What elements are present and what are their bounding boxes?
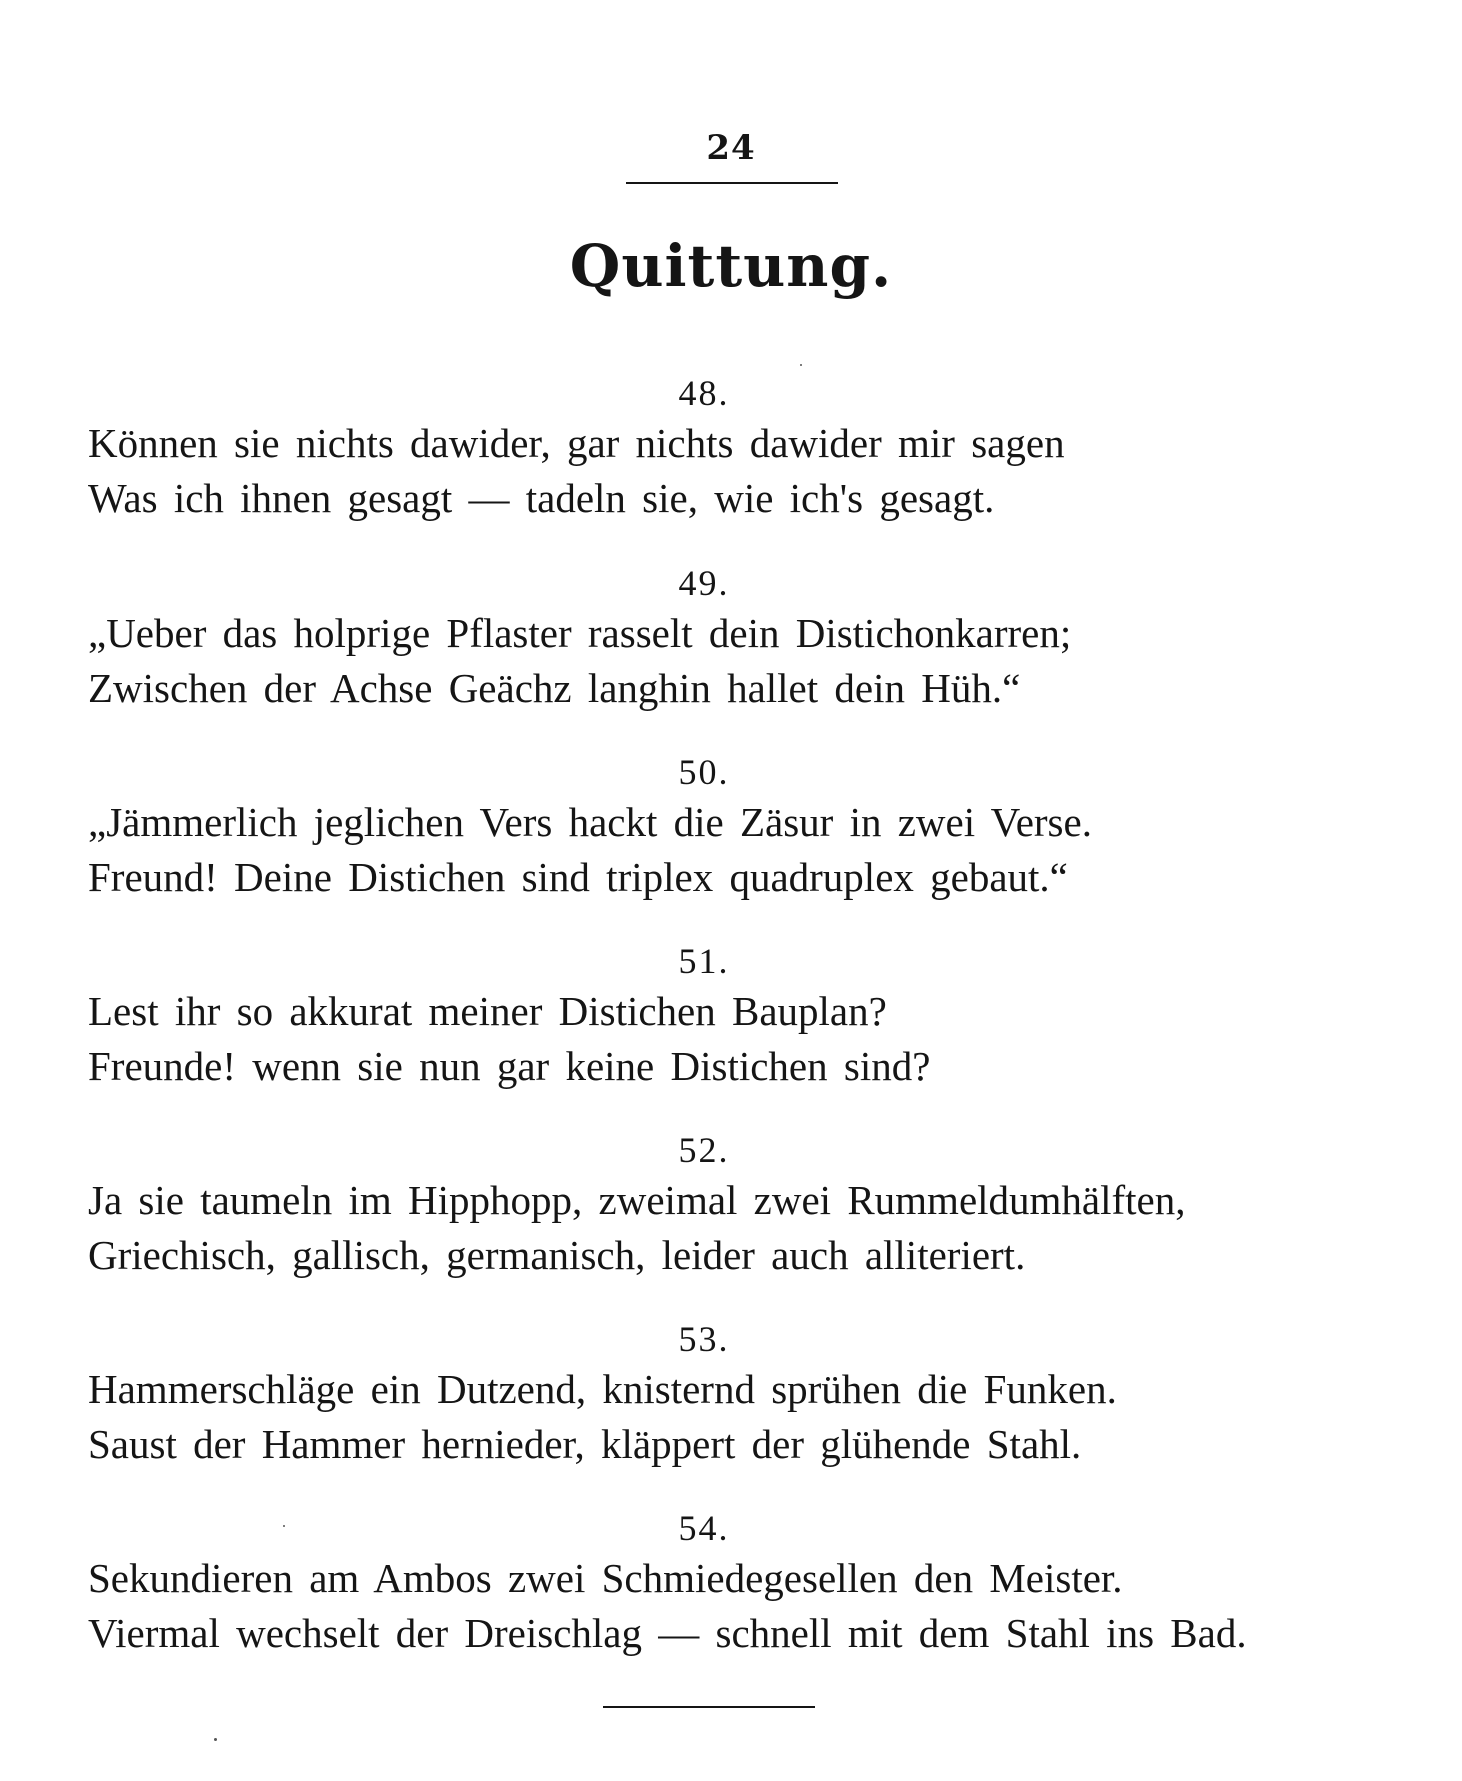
poem-line: Sekundieren am Ambos zwei Schmiedegesellen den Meister. xyxy=(88,1555,1123,1601)
page-title: Quittung. xyxy=(569,232,893,300)
poem-line: Ja sie taumeln im Hipphopp, zweimal zwei Rummeldumhälften, xyxy=(88,1177,1186,1223)
top-rule xyxy=(626,182,838,184)
poem-line: Griechisch, gallisch, germanisch, leider auch alliteriert. xyxy=(88,1232,1026,1278)
poem-line: Freunde! wenn sie nun gar keine Distichen sind? xyxy=(88,1043,931,1089)
stanza-number: 50. xyxy=(678,752,730,792)
stanza-number: 48. xyxy=(678,373,730,413)
stanza-number: 52. xyxy=(678,1130,730,1170)
stanza-number: 54. xyxy=(678,1508,730,1548)
poem-line: Können sie nichts dawider, gar nichts dawider mir sagen xyxy=(88,420,1065,466)
bottom-rule xyxy=(603,1706,815,1708)
stanza-number: 53. xyxy=(678,1319,730,1359)
poem-line: Saust der Hammer hernieder, kläppert der glühende Stahl. xyxy=(88,1421,1082,1467)
poem-line: Lest ihr so akkurat meiner Distichen Bauplan? xyxy=(88,988,887,1034)
scan-speck xyxy=(283,1525,285,1527)
stanza-number: 51. xyxy=(678,941,730,981)
poem-line: Was ich ihnen gesagt — tadeln sie, wie ich's gesagt. xyxy=(88,475,995,521)
poem-line: „Jämmerlich jeglichen Vers hackt die Zäsur in zwei Verse. xyxy=(88,799,1092,845)
stanza-number: 49. xyxy=(678,563,730,603)
scan-speck xyxy=(214,1738,217,1741)
poem-line: Zwischen der Achse Geächz langhin hallet dein Hüh.“ xyxy=(88,665,1021,711)
poem-line: „Ueber das holprige Pflaster rasselt dein Distichonkarren; xyxy=(88,610,1072,656)
page-number: 24 xyxy=(706,128,756,168)
poem-line: Viermal wechselt der Dreischlag — schnell mit dem Stahl ins Bad. xyxy=(88,1610,1247,1656)
poem-line: Freund! Deine Distichen sind triplex quadruplex gebaut.“ xyxy=(88,854,1068,900)
poem-line: Hammerschläge ein Dutzend, knisternd sprühen die Funken. xyxy=(88,1366,1117,1412)
scan-speck xyxy=(800,364,802,366)
